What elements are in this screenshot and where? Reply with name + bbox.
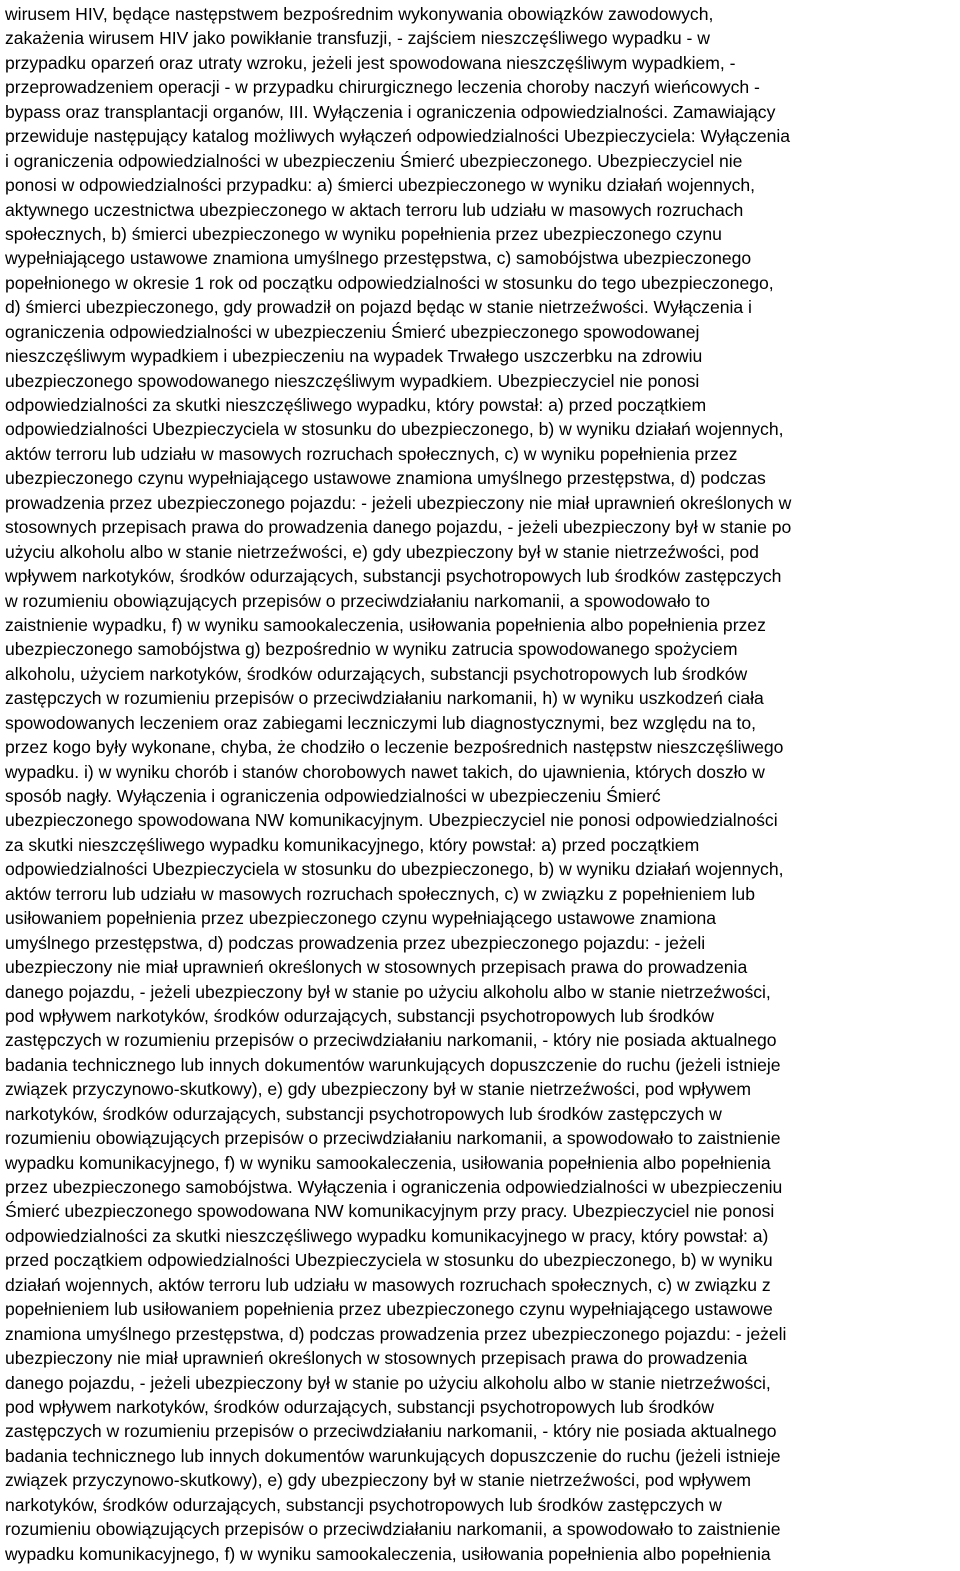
document-text-line: odpowiedzialności za skutki nieszczęśliwego wypadku, który powstał: a) przed początkiem (5, 395, 707, 415)
document-text-line: znamiona umyślnego przestępstwa, d) podczas prowadzenia przez ubezpieczonego pojazdu: - jeżeli (5, 1323, 787, 1344)
document-text-line: odpowiedzialności Ubezpieczyciela w stosunku do ubezpieczonego, b) w wyniku działań wojennych, (5, 419, 784, 440)
document-text-line: stosownych przepisach prawa do prowadzenia danego pojazdu, - jeżeli ubezpieczony był w stanie po (5, 517, 792, 538)
document-text-line: ubezpieczony nie miał uprawnień określonych w stosownych przepisach prawa do prowadzenia (5, 957, 748, 978)
document-text-line: sposób nagły. Wyłączenia i ograniczenia odpowiedzialności w ubezpieczeniu Śmierć (5, 786, 661, 806)
document-body (5, 2, 957, 1566)
document-text-line: i ograniczenia odpowiedzialności w ubezpieczeniu Śmierć ubezpieczonego. Ubezpieczyciel nie (5, 150, 743, 171)
document-text-line: wpływem narkotyków, środków odurzających, substancji psychotropowych lub środków zastępczych (5, 566, 782, 587)
document-text-line: danego pojazdu, - jeżeli ubezpieczony był w stanie po użyciu alkoholu albo w stanie nietrzeźwości, (5, 1372, 771, 1393)
document-text-line: badania technicznego lub innych dokumentów warunkujących dopuszczenie do ruchu (jeżeli istnieje (5, 1054, 781, 1075)
document-text-line: aktów terroru lub udziału w masowych rozruchach społecznych, c) w wyniku popełnienia przez (5, 443, 738, 464)
document-text-line: działań wojennych, aktów terroru lub udziału w masowych rozruchach społecznych, c) w związku z (5, 1274, 771, 1295)
document-text-line: aktywnego uczestnictwa ubezpieczonego w aktach terroru lub udziału w masowych rozruchach (5, 199, 744, 220)
document-text-line: odpowiedzialności za skutki nieszczęśliwego wypadku komunikacyjnego w pracy, który powstał: a) (5, 1225, 769, 1246)
document-text-line: za skutki nieszczęśliwego wypadku komunikacyjnego, który powstał: a) przed początkiem (5, 834, 700, 855)
document-text-line: ograniczenia odpowiedzialności w ubezpieczeniu Śmierć ubezpieczonego spowodowanej (5, 321, 700, 342)
document-text-line: pod wpływem narkotyków, środków odurzających, substancji psychotropowych lub środków (5, 1396, 714, 1417)
document-text-line: Śmierć ubezpieczonego spowodowana NW komunikacyjnym przy pracy. Ubezpieczyciel nie ponosi (5, 1201, 775, 1222)
document-text-line: popełnieniem lub usiłowaniem popełnienia przez ubezpieczonego czynu wypełniającego ustawowe (5, 1299, 773, 1320)
document-text-line: d) śmierci ubezpieczonego, gdy prowadził on pojazd będąc w stanie nietrzeźwości. Wyłączenia i (5, 297, 752, 318)
document-text-line: przeprowadzeniem operacji - w przypadku chirurgicznego leczenia choroby naczyń wieńcowych - (5, 77, 760, 98)
document-text-line: ubezpieczonego samobójstwa g) bezpośrednio w wyniku zatrucia spowodowanego spożyciem (5, 639, 738, 660)
document-text-line: społecznych, b) śmierci ubezpieczonego w wyniku popełnienia przez ubezpieczonego czynu (5, 223, 722, 244)
document-text-line: ubezpieczony nie miał uprawnień określonych w stosownych przepisach prawa do prowadzenia (5, 1348, 748, 1369)
document-text-line: wypadku komunikacyjnego, f) w wyniku samookaleczenia, usiłowania popełnienia albo popełnienia (5, 1152, 771, 1173)
document-text-line: zastępczych w rozumieniu przepisów o przeciwdziałaniu narkomanii, - który nie posiada aktualnego (5, 1030, 777, 1051)
document-text-line: związek przyczynowo-skutkowy), e) gdy ubezpieczony był w stanie nietrzeźwości, pod wpływem (5, 1079, 752, 1100)
document-text-line: wypadku. i) w wyniku chorób i stanów chorobowych nawet takich, do ujawnienia, których doszło w (5, 761, 765, 782)
document-text-line: narkotyków, środków odurzających, substancji psychotropowych lub środków zastępczych w (5, 1494, 722, 1515)
document-text-line: zakażenia wirusem HIV jako powikłanie transfuzji, - zajściem nieszczęśliwego wypadku - w (5, 28, 710, 49)
document-text-line: ubezpieczonego spowodowanego nieszczęśliwym wypadkiem. Ubezpieczyciel nie ponosi (5, 370, 700, 391)
document-text-line: nieszczęśliwym wypadkiem i ubezpieczeniu na wypadek Trwałego uszczerbku na zdrowiu (5, 346, 703, 367)
document-text-line: umyślnego przestępstwa, d) podczas prowadzenia przez ubezpieczonego pojazdu: - jeżeli (5, 932, 706, 953)
document-text-line: przewiduje następujący katalog możliwych wyłączeń odpowiedzialności Ubezpieczyciela: Wyłączenia (5, 126, 791, 147)
document-text-line: narkotyków, środków odurzających, substancji psychotropowych lub środków zastępczych w (5, 1103, 722, 1124)
document-text-line: wypadku komunikacyjnego, f) w wyniku samookaleczenia, usiłowania popełnienia albo popełnienia (5, 1543, 771, 1564)
document-text-line: zaistnienie wypadku, f) w wyniku samookaleczenia, usiłowania popełnienia albo popełnienia przez (5, 614, 766, 635)
document-text-line: spowodowanych leczeniem oraz zabiegami leczniczymi lub diagnostycznymi, bez względu na to, (5, 712, 757, 733)
document-text-line: użyciu alkoholu albo w stanie nietrzeźwości, e) gdy ubezpieczony był w stanie nietrzeźwości, pod (5, 541, 759, 562)
document-text-line: przez ubezpieczonego samobójstwa. Wyłączenia i ograniczenia odpowiedzialności w ubezpieczeniu (5, 1177, 783, 1197)
document-text-line: bypass oraz transplantacji organów, III. Wyłączenia i ograniczenia odpowiedzialności. Zamawiający (5, 101, 776, 122)
document-text-line: aktów terroru lub udziału w masowych rozruchach społecznych, c) w związku z popełnieniem lub (5, 883, 755, 904)
document-text-line: przez kogo były wykonane, chyba, że chodziło o leczenie bezpośrednich następstw nieszczęśliwego (5, 737, 784, 758)
document-text-line: rozumieniu obowiązujących przepisów o przeciwdziałaniu narkomanii, a spowodowało to zaistnienie (5, 1519, 781, 1540)
document-text-line: wypełniającego ustawowe znamiona umyślnego przestępstwa, c) samobójstwa ubezpieczonego (5, 248, 752, 269)
document-text-line: ubezpieczonego czynu wypełniającego ustawowe znamiona umyślnego przestępstwa, d) podczas (5, 468, 766, 489)
document-text-line: badania technicznego lub innych dokumentów warunkujących dopuszczenie do ruchu (jeżeli istnieje (5, 1445, 781, 1466)
document-text-line: zastępczych w rozumieniu przepisów o przeciwdziałaniu narkomanii, h) w wyniku uszkodzeń ciała (5, 688, 764, 709)
document-text-line: wirusem HIV, będące następstwem bezpośrednim wykonywania obowiązków zawodowych, (5, 4, 714, 24)
document-text-line: przed początkiem odpowiedzialności Ubezpieczyciela w stosunku do ubezpieczonego, b) w wyniku (5, 1250, 773, 1271)
document-text-line: związek przyczynowo-skutkowy), e) gdy ubezpieczony był w stanie nietrzeźwości, pod wpływem (5, 1470, 752, 1491)
document-text-line: danego pojazdu, - jeżeli ubezpieczony był w stanie po użyciu alkoholu albo w stanie nietrzeźwości, (5, 981, 771, 1002)
document-text-line: usiłowaniem popełnienia przez ubezpieczonego czynu wypełniającego ustawowe znamiona (5, 908, 716, 929)
document-text-line: odpowiedzialności Ubezpieczyciela w stosunku do ubezpieczonego, b) w wyniku działań wojennych, (5, 859, 784, 880)
document-text-line: ubezpieczonego spowodowana NW komunikacyjnym. Ubezpieczyciel nie ponosi odpowiedzialności (5, 810, 778, 831)
document-text-line: zastępczych w rozumieniu przepisów o przeciwdziałaniu narkomanii, - który nie posiada aktualnego (5, 1421, 777, 1442)
document-text-line: pod wpływem narkotyków, środków odurzających, substancji psychotropowych lub środków (5, 1005, 714, 1026)
document-text-line: ponosi w odpowiedzialności przypadku: a) śmierci ubezpieczonego w wyniku działań wojennych, (5, 175, 756, 196)
document-text-line: popełnionego w okresie 1 rok od początku odpowiedzialności w stosunku do tego ubezpieczonego, (5, 272, 774, 293)
document-text-line: rozumieniu obowiązujących przepisów o przeciwdziałaniu narkomanii, a spowodowało to zaistnienie (5, 1128, 781, 1149)
document-text-line: w rozumieniu obowiązujących przepisów o przeciwdziałaniu narkomanii, a spowodowało to (5, 590, 711, 611)
document-text-line: alkoholu, użyciem narkotyków, środków odurzających, substancji psychotropowych lub środków (5, 663, 748, 684)
document-text-line: prowadzenia przez ubezpieczonego pojazdu: - jeżeli ubezpieczony nie miał uprawnień określonych w (5, 492, 792, 513)
document-text-line: przypadku oparzeń oraz utraty wzroku, jeżeli jest spowodowana nieszczęśliwym wypadkiem, - (5, 52, 736, 73)
